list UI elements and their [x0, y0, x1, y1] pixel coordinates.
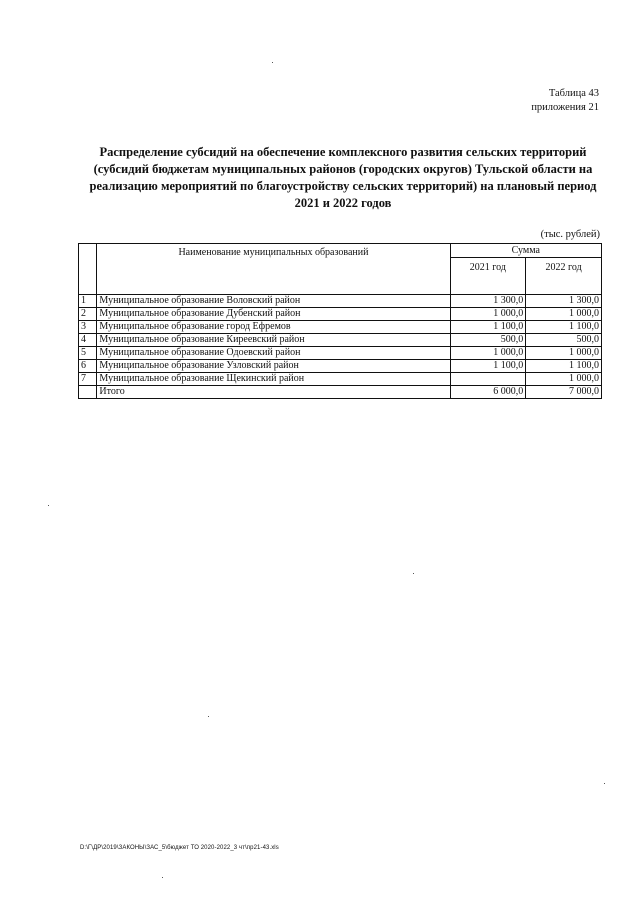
title-line: 2021 и 2022 годов [294, 196, 392, 210]
row-value-2021: 1 100,0 [450, 321, 526, 334]
table-body [79, 295, 602, 386]
title-line: (субсидий бюджетам муниципальных районов (городских округов) Тульской области на [93, 162, 593, 176]
row-value-2022: 1 000,0 [526, 373, 602, 386]
row-value-2022: 1 100,0 [526, 321, 602, 334]
row-municipality-name: Муниципальное образование Дубенский район [97, 308, 450, 321]
row-value-2021: 500,0 [450, 334, 526, 347]
row-municipality-name: Муниципальное образование Щекинский район [97, 373, 450, 386]
table-row [79, 308, 602, 321]
header-year-2021: 2021 год [450, 258, 526, 295]
table-row [79, 373, 602, 386]
row-municipality-name: Муниципальное образование Одоевский район [97, 347, 450, 360]
row-municipality-name: Муниципальное образование город Ефремов [97, 321, 450, 334]
row-municipality-name: Муниципальное образование Воловский район [97, 295, 450, 308]
scan-speck [162, 877, 163, 878]
table-row [79, 347, 602, 360]
document-title [78, 144, 608, 212]
table-row [79, 321, 602, 334]
scan-speck [413, 573, 414, 574]
scan-speck [48, 505, 49, 506]
row-number: 7 [79, 373, 97, 386]
row-value-2022: 1 100,0 [526, 360, 602, 373]
header-number-cell [79, 244, 97, 295]
row-number: 5 [79, 347, 97, 360]
row-value-2021: 1 000,0 [450, 308, 526, 321]
title-line: реализацию мероприятий по благоустройству сельских территорий) на плановый период [89, 179, 597, 193]
header-sum-cell: Сумма [450, 244, 602, 258]
file-path-footer: D:\Г\ДР\2019\ЗАКОНЫ\ЗАС_5\бюджет ТО 2020-2022_3 чт\пр21-43.xls [80, 845, 279, 851]
row-number: 2 [79, 308, 97, 321]
total-2021: 6 000,0 [450, 386, 526, 399]
row-value-2021: 1 100,0 [450, 360, 526, 373]
row-value-2022: 1 300,0 [526, 295, 602, 308]
subsidy-table [78, 243, 602, 399]
units-label: (тыс. рублей) [540, 229, 600, 240]
row-number: 4 [79, 334, 97, 347]
header-year-2022: 2022 год [526, 258, 602, 295]
row-value-2021: 1 300,0 [450, 295, 526, 308]
title-line: Распределение субсидий на обеспечение комплексного развития сельских территорий [99, 145, 587, 159]
table-total-row [79, 386, 602, 399]
row-value-2021: 1 000,0 [450, 347, 526, 360]
row-municipality-name: Муниципальное образование Узловский район [97, 360, 450, 373]
caption-table-number: Таблица 43 [548, 88, 599, 99]
row-value-2021 [450, 373, 526, 386]
table-row [79, 334, 602, 347]
table-row [79, 295, 602, 308]
scan-speck [272, 62, 273, 63]
scan-speck [208, 716, 209, 717]
row-number: 6 [79, 360, 97, 373]
scan-speck [604, 783, 605, 784]
total-label: Итого [97, 386, 450, 399]
row-number: 3 [79, 321, 97, 334]
table-row [79, 360, 602, 373]
table-caption [531, 87, 599, 115]
table-header-row [79, 244, 602, 258]
caption-appendix: приложения 21 [531, 102, 599, 113]
header-name-cell: Наименование муниципальных образований [97, 244, 450, 295]
row-value-2022: 500,0 [526, 334, 602, 347]
row-number: 1 [79, 295, 97, 308]
total-number-cell [79, 386, 97, 399]
row-municipality-name: Муниципальное образование Киреевский район [97, 334, 450, 347]
total-2022: 7 000,0 [526, 386, 602, 399]
row-value-2022: 1 000,0 [526, 347, 602, 360]
row-value-2022: 1 000,0 [526, 308, 602, 321]
